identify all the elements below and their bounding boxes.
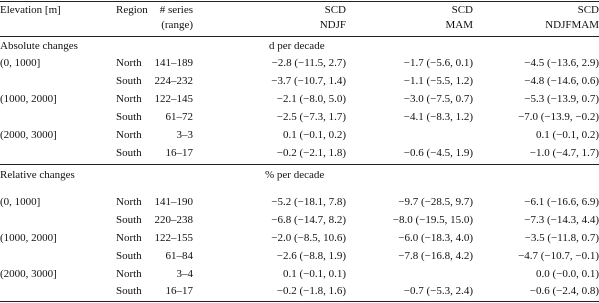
cell-series: 122–145: [154, 93, 193, 105]
cell-mam: −8.0 (−19.5, 15.0): [392, 214, 473, 226]
header-series-range: (range): [161, 19, 193, 31]
section-unit-absolute: d per decade: [269, 40, 325, 52]
cell-ndjfmam: −3.5 (−11.8, 0.7): [524, 232, 599, 244]
cell-mam: −9.7 (−28.5, 9.7): [398, 196, 473, 208]
cell-ndjf: −5.2 (−18.1, 7.8): [271, 196, 346, 208]
cell-region: North: [116, 93, 142, 105]
cell-mam: −3.0 (−7.5, 0.7): [403, 93, 473, 105]
cell-region: North: [116, 196, 142, 208]
cell-ndjf: −2.8 (−11.5, 2.7): [271, 57, 346, 69]
cell-region: South: [116, 250, 142, 262]
cell-region: South: [116, 285, 142, 297]
header-scd-ndjfmam: SCD: [577, 4, 599, 16]
top-rule: [0, 1, 599, 2]
cell-mam: −4.1 (−8.3, 1.2): [403, 111, 473, 123]
cell-ndjf: −2.5 (−7.3, 1.7): [276, 111, 346, 123]
cell-ndjf: −2.0 (−8.5, 10.6): [271, 232, 346, 244]
header-region: Region: [116, 4, 148, 16]
cell-ndjf: −0.2 (−1.8, 1.6): [276, 285, 346, 297]
cell-ndjfmam: −6.1 (−16.6, 6.9): [524, 196, 599, 208]
cell-ndjfmam: −4.8 (−14.6, 0.6): [524, 75, 599, 87]
cell-mam: −1.1 (−5.5, 1.2): [403, 75, 473, 87]
cell-ndjf: −2.1 (−8.0, 5.0): [276, 93, 346, 105]
cell-series: 220–238: [154, 214, 193, 226]
cell-ndjfmam: −7.0 (−13.9, −0.2): [518, 111, 599, 123]
header-mam: MAM: [445, 19, 473, 31]
cell-region: North: [116, 268, 142, 280]
cell-elevation: (2000, 3000]: [0, 129, 57, 141]
cell-series: 16–17: [165, 147, 193, 159]
cell-mam: −6.0 (−18.3, 4.0): [398, 232, 473, 244]
cell-ndjf: −3.7 (−10.7, 1.4): [271, 75, 346, 87]
cell-region: South: [116, 214, 142, 226]
cell-mam: −7.8 (−16.8, 4.2): [398, 250, 473, 262]
cell-region: North: [116, 232, 142, 244]
cell-elevation: (1000, 2000]: [0, 93, 57, 105]
header-rule: [0, 36, 599, 37]
cell-elevation: (1000, 2000]: [0, 232, 57, 244]
cell-ndjfmam: −7.3 (−14.3, 4.4): [524, 214, 599, 226]
cell-ndjfmam: −4.5 (−13.6, 2.9): [524, 57, 599, 69]
header-elevation: Elevation [m]: [0, 4, 61, 16]
cell-series: 122–155: [154, 232, 193, 244]
section-label-relative: Relative changes: [0, 169, 75, 181]
header-scd-ndjf: SCD: [324, 4, 346, 16]
cell-ndjfmam: −4.7 (−10.7, −0.1): [518, 250, 599, 262]
header-series: # series: [159, 4, 193, 16]
header-ndjfmam: NDJFMAM: [545, 19, 599, 31]
section-unit-relative: % per decade: [265, 169, 325, 181]
cell-elevation: (0, 1000]: [0, 57, 41, 69]
cell-elevation: (0, 1000]: [0, 196, 41, 208]
cell-region: South: [116, 111, 142, 123]
header-ndjf: NDJF: [319, 19, 346, 31]
cell-ndjfmam: −5.3 (−13.9, 0.7): [524, 93, 599, 105]
cell-region: North: [116, 57, 142, 69]
cell-ndjfmam: 0.0 (−0.0, 0.1): [535, 268, 599, 280]
cell-ndjfmam: 0.1 (−0.1, 0.2): [535, 129, 599, 141]
cell-ndjf: −0.2 (−2.1, 1.8): [276, 147, 346, 159]
cell-ndjfmam: −0.6 (−2.4, 0.8): [529, 285, 599, 297]
header-scd-mam: SCD: [451, 4, 473, 16]
cell-region: South: [116, 75, 142, 87]
cell-region: South: [116, 147, 142, 159]
cell-series: 141–189: [154, 57, 193, 69]
cell-series: 3–3: [176, 129, 193, 141]
cell-ndjfmam: −1.0 (−4.7, 1.7): [529, 147, 599, 159]
cell-series: 3–4: [176, 268, 193, 280]
section-label-absolute: Absolute changes: [0, 40, 78, 52]
cell-series: 61–72: [165, 111, 193, 123]
cell-ndjf: −6.8 (−14.7, 8.2): [271, 214, 346, 226]
cell-mam: −1.7 (−5.6, 0.1): [403, 57, 473, 69]
cell-mam: −0.6 (−4.5, 1.9): [403, 147, 473, 159]
cell-series: 16–17: [165, 285, 193, 297]
cell-ndjf: 0.1 (−0.1, 0.1): [282, 268, 346, 280]
cell-ndjf: 0.1 (−0.1, 0.2): [282, 129, 346, 141]
section-rule: [0, 164, 599, 165]
cell-series: 141–190: [154, 196, 193, 208]
cell-region: North: [116, 129, 142, 141]
cell-ndjf: −2.6 (−8.8, 1.9): [276, 250, 346, 262]
cell-series: 61–84: [165, 250, 193, 262]
bottom-rule: [0, 301, 599, 302]
cell-elevation: (2000, 3000]: [0, 268, 57, 280]
cell-series: 224–232: [154, 75, 193, 87]
cell-mam: −0.7 (−5.3, 2.4): [403, 285, 473, 297]
